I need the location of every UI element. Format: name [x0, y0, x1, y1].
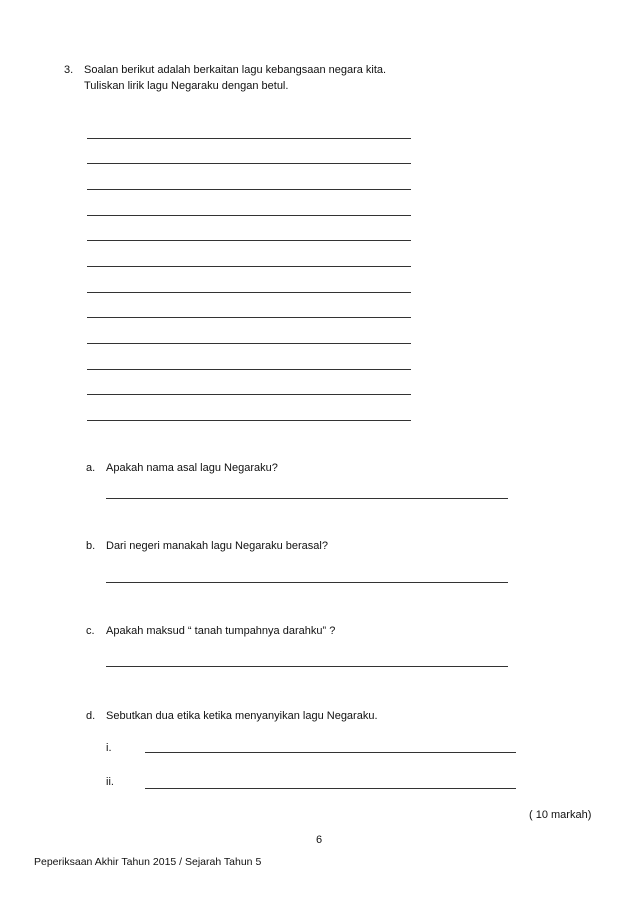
roman-item-ii-answer-line[interactable]	[145, 788, 516, 789]
lyric-answer-line[interactable]	[87, 317, 411, 318]
subquestion-a-text: Apakah nama asal lagu Negaraku?	[106, 462, 278, 474]
question-text-line-2: Tuliskan lirik lagu Negaraku dengan betul.	[84, 80, 289, 92]
subquestion-a-answer-line[interactable]	[106, 498, 508, 499]
page-number: 6	[316, 834, 323, 846]
lyric-answer-line[interactable]	[87, 266, 411, 267]
subquestion-b-label: b.	[86, 540, 96, 552]
lyric-answer-line[interactable]	[87, 138, 411, 139]
subquestion-c-label: c.	[86, 625, 95, 637]
page-footer: Peperiksaan Akhir Tahun 2015 / Sejarah Tahun 5	[34, 856, 262, 868]
lyric-answer-line[interactable]	[87, 292, 411, 293]
subquestion-a-label: a.	[86, 462, 96, 474]
question-text-line-1: Soalan berikut adalah berkaitan lagu kebangsaan negara kita.	[84, 64, 387, 76]
subquestion-d-label: d.	[86, 710, 96, 722]
lyric-answer-line[interactable]	[87, 215, 411, 216]
question-number: 3.	[64, 64, 74, 76]
roman-item-ii-label: ii.	[106, 776, 114, 788]
lyric-answer-line[interactable]	[87, 343, 411, 344]
lyric-answer-line[interactable]	[87, 163, 411, 164]
lyric-answer-line[interactable]	[87, 420, 411, 421]
marks-label: ( 10 markah)	[529, 809, 592, 821]
lyric-answer-line[interactable]	[87, 240, 411, 241]
subquestion-b-text: Dari negeri manakah lagu Negaraku berasal?	[106, 540, 328, 552]
roman-item-i-answer-line[interactable]	[145, 752, 516, 753]
subquestion-b-answer-line[interactable]	[106, 582, 508, 583]
lyric-answer-line[interactable]	[87, 189, 411, 190]
roman-item-i-label: i.	[106, 742, 112, 754]
subquestion-c-answer-line[interactable]	[106, 666, 508, 667]
subquestion-d-text: Sebutkan dua etika ketika menyanyikan lagu Negaraku.	[106, 710, 378, 722]
subquestion-c-text: Apakah maksud “ tanah tumpahnya darahku” ?	[106, 625, 336, 637]
lyric-answer-line[interactable]	[87, 394, 411, 395]
lyric-answer-line[interactable]	[87, 369, 411, 370]
